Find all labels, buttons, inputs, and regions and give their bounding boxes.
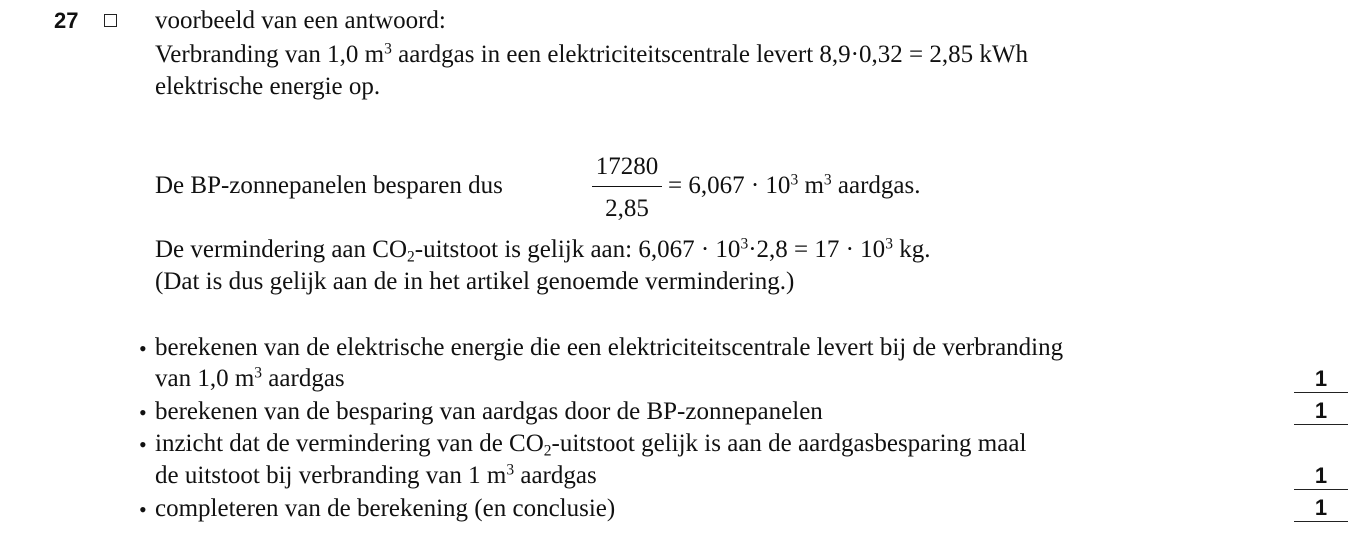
- superscript: 3: [384, 40, 392, 58]
- bullet: •: [139, 497, 147, 522]
- answer-line-1: [155, 42, 1028, 67]
- fraction-numerator: 17280: [595, 153, 659, 180]
- score-rule: [1294, 489, 1348, 490]
- criterion-1-score: 1: [1314, 366, 1328, 391]
- superscript: 3: [790, 171, 799, 189]
- fraction-denominator: 2,85: [605, 195, 649, 222]
- superscript: 3: [254, 364, 263, 382]
- text: aardgas: [262, 365, 345, 392]
- text: Verbranding van 1,0 m: [155, 41, 385, 68]
- text: aardgas in een elektriciteitscentrale levert 8,9·0,32 = 2,85 kWh: [391, 41, 1028, 68]
- text: inzicht dat de vermindering van de CO: [155, 430, 544, 457]
- text: aardgas: [514, 462, 597, 489]
- fraction-bar: [592, 186, 662, 187]
- text: aardgas.: [831, 172, 921, 199]
- text: kg.: [892, 236, 931, 263]
- fraction: [592, 154, 662, 221]
- answer-line-2: elektrische energie op.: [155, 73, 381, 100]
- answer-line-3-pre: De BP-zonnepanelen besparen dus: [155, 172, 503, 199]
- answer-line-3-post: [668, 173, 920, 198]
- answer-intro: voorbeeld van een antwoord:: [155, 7, 446, 34]
- checkbox[interactable]: [104, 14, 117, 27]
- subscript: 2: [543, 442, 552, 460]
- criterion-2: berekenen van de besparing van aardgas door de BP-zonnepanelen: [155, 398, 823, 425]
- answer-line-4: [155, 235, 931, 266]
- bullet: •: [139, 336, 147, 361]
- subscript: 2: [407, 248, 415, 266]
- criterion-4-score: 1: [1314, 495, 1328, 520]
- score-rule: [1294, 424, 1348, 425]
- text: van 1,0 m: [155, 365, 255, 392]
- text: ·2,8 = 17 · 10: [748, 236, 886, 263]
- superscript: 3: [823, 171, 832, 189]
- superscript: 3: [740, 235, 749, 253]
- superscript: 3: [885, 235, 893, 253]
- superscript: 3: [506, 461, 515, 479]
- bullet: •: [139, 400, 147, 425]
- answer-line-5: (Dat is dus gelijk aan de in het artikel genoemde vermindering.): [155, 268, 795, 295]
- bullet: •: [139, 432, 147, 457]
- criterion-3-score: 1: [1314, 463, 1328, 488]
- criterion-2-score: 1: [1314, 398, 1328, 423]
- text: = 6,067 · 10: [668, 172, 791, 199]
- criterion-1-line-1: berekenen van de elektrische energie die een elektriciteitscentrale levert bij de verbranding: [155, 334, 1064, 361]
- text: -uitstoot is gelijk aan: 6,067 · 10: [414, 236, 741, 263]
- text: de uitstoot bij verbranding van 1 m: [155, 462, 507, 489]
- score-rule: [1294, 521, 1348, 522]
- criterion-3-line-1: [155, 430, 1027, 460]
- text: -uitstoot gelijk is aan de aardgasbesparing maal: [551, 430, 1027, 457]
- text: De vermindering aan CO: [155, 236, 408, 263]
- criterion-3-line-2: [155, 463, 597, 488]
- question-number: 27: [54, 8, 79, 33]
- text: m: [798, 172, 824, 199]
- score-rule: [1294, 392, 1348, 393]
- criterion-4: completeren van de berekening (en conclusie): [155, 495, 616, 522]
- criterion-1-line-2: [155, 366, 345, 391]
